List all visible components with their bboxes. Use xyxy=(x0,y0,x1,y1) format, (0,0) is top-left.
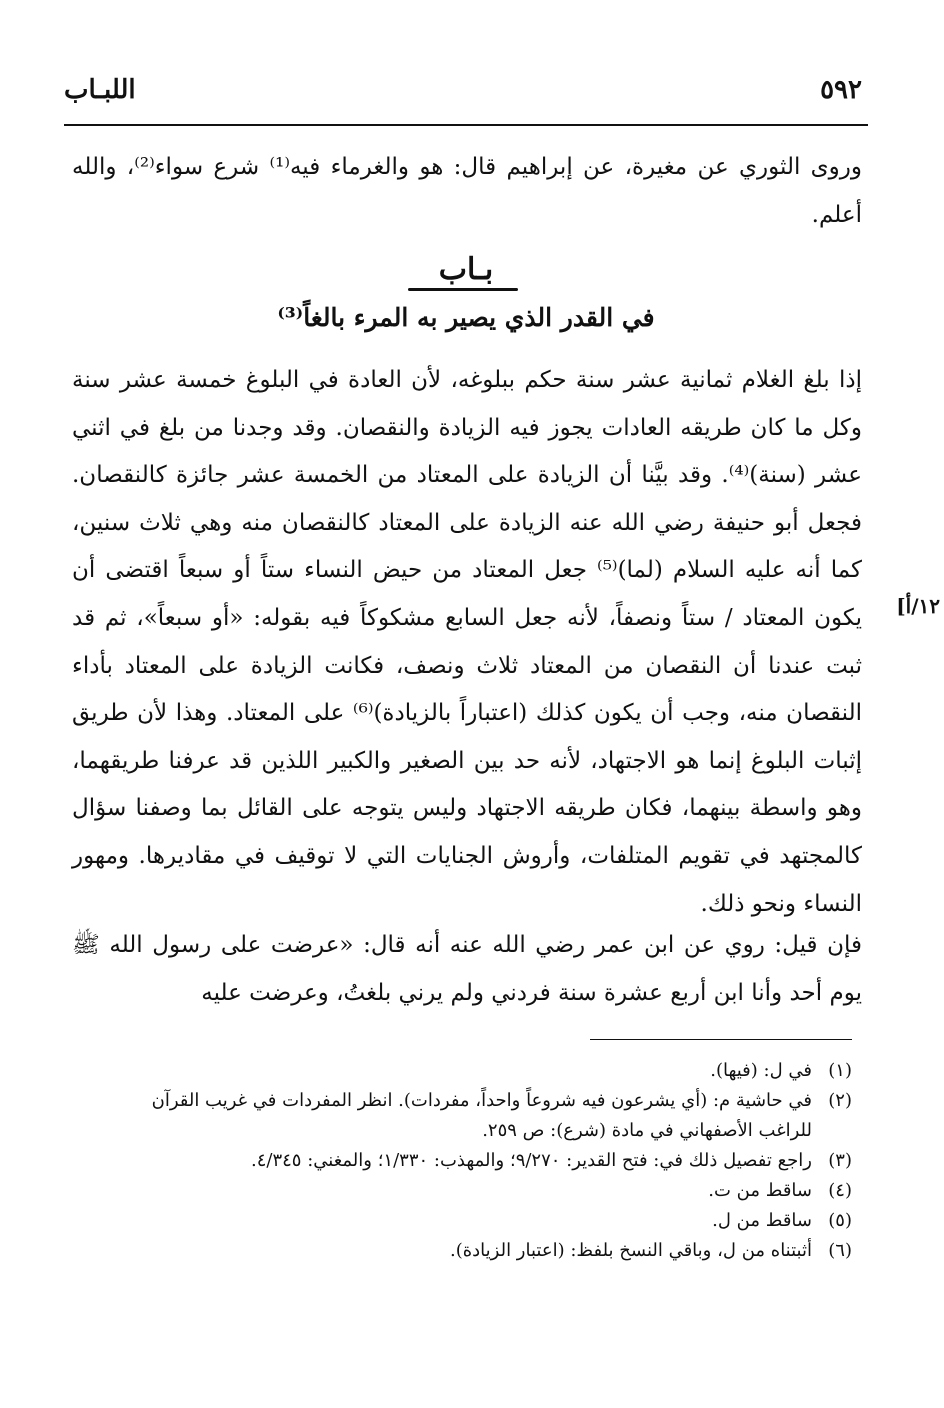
footnote-text: ساقط من ت. xyxy=(708,1180,812,1201)
page-number: ٥٩٢ xyxy=(820,75,862,105)
question-paragraph: فإن قيل: روي عن ابن عمر رضي الله عنه أنه قال: «عرضت على رسول الله ﷺ يوم أحد وأنا ابن أربع عشرة سنة فردني ولم يرني بلغتُ، وعرضت عليه xyxy=(72,932,862,1006)
intro-paragraph: وروى الثوري عن مغيرة، عن إبراهيم قال: هو والغرماء فيه⁽¹⁾ شرع سواء⁽²⁾، والله أعلم. xyxy=(72,154,862,228)
footnote-text: ساقط من ل. xyxy=(712,1210,812,1231)
footnote-number: (٥) xyxy=(828,1210,852,1231)
footnote-number: (١) xyxy=(828,1060,852,1081)
footnote-2 xyxy=(62,1086,852,1116)
footnote-number: (٤) xyxy=(828,1180,852,1201)
chapter-title-underline xyxy=(408,288,518,291)
running-title: اللبـاب xyxy=(64,75,136,105)
footnote-number: (٢) xyxy=(828,1090,852,1111)
footnote-3 xyxy=(62,1146,852,1176)
footnote-text: راجع تفصيل ذلك في: فتح القدير: ٩/٢٧٠؛ والمهذب: ١/٣٣٠؛ والمغني: ٤/٣٤٥. xyxy=(251,1150,812,1171)
chapter-subtitle: في القدر الذي يصير به المرء بالغاً⁽³⁾ xyxy=(277,303,655,332)
footnote-4 xyxy=(62,1176,852,1206)
footnote-number: (٦) xyxy=(828,1240,852,1261)
footnote-2-continuation: للراغب الأصفهاني في مادة (شرع): ص ٢٥٩. xyxy=(482,1120,812,1141)
footnote-text: في ل: (فيها). xyxy=(710,1060,812,1081)
footnotes xyxy=(62,1056,852,1266)
margin-folio-note: ١٢/أ] xyxy=(896,594,940,618)
footnote-rule xyxy=(590,1039,852,1040)
footnote-1 xyxy=(62,1056,852,1086)
footnote-text: أثبتناه من ل، وباقي النسخ بلفظ: (اعتبار الزيادة). xyxy=(449,1240,812,1261)
page-header xyxy=(64,70,862,110)
header-rule xyxy=(64,124,868,126)
footnote-5 xyxy=(62,1206,852,1236)
footnote-number: (٣) xyxy=(828,1150,852,1171)
footnote-6 xyxy=(62,1236,852,1266)
footnote-text: في حاشية م: (أي يشرعون فيه شروعاً واحداً، مفردات). انظر المفردات في غريب القرآن xyxy=(151,1090,812,1111)
chapter-title: بـاب xyxy=(438,252,494,287)
main-paragraph: إذا بلغ الغلام ثمانية عشر سنة حكم ببلوغه، لأن العادة في البلوغ خمسة عشر سنة وكل ما كان طريقه العادات يجوز فيه الزيادة والنقصان. وقد وجدنا من بلغ في اثني عشر (سنة)⁽⁴⁾. وقد بيَّنا أن الزيادة على المعتاد من الخمسة عشر جائزة كالنقصان. فجعل أبو حنيفة رضي الله عنه الزيادة على المعتاد كالنقصان منه وهي ثلاث سنين، كما أنه عليه السلام (لما)⁽⁵⁾ جعل المعتاد من حيض النساء ستاً أو سبعاً اقتضى أن يكون المعتاد / ستاً ونصفاً، لأنه جعل السابع مشكوكاً فيه بقوله: «أو سبعاً»، ثم قد ثبت عندنا أن النقصان من المعتاد ثلاث ونصف، فكانت الزيادة على المعتاد بأداء النقصان منه، وجب أن يكون كذلك (اعتباراً بالزيادة)⁽⁶⁾ على المعتاد. وهذا لأن طريق إثبات البلوغ إنما هو الاجتهاد، لأنه حد بين الصغير والكبير اللذين قد عرفنا طريقهما، وهو واسطة بينهما، فكان طريقه الاجتهاد وليس يتوجه على القائل بما وصفنا سؤال كالمجتهد في تقويم المتلفات، وأروش الجنايات التي لا توقيف في مقاديرها. ومهور النساء ونحو ذلك. xyxy=(72,367,862,917)
